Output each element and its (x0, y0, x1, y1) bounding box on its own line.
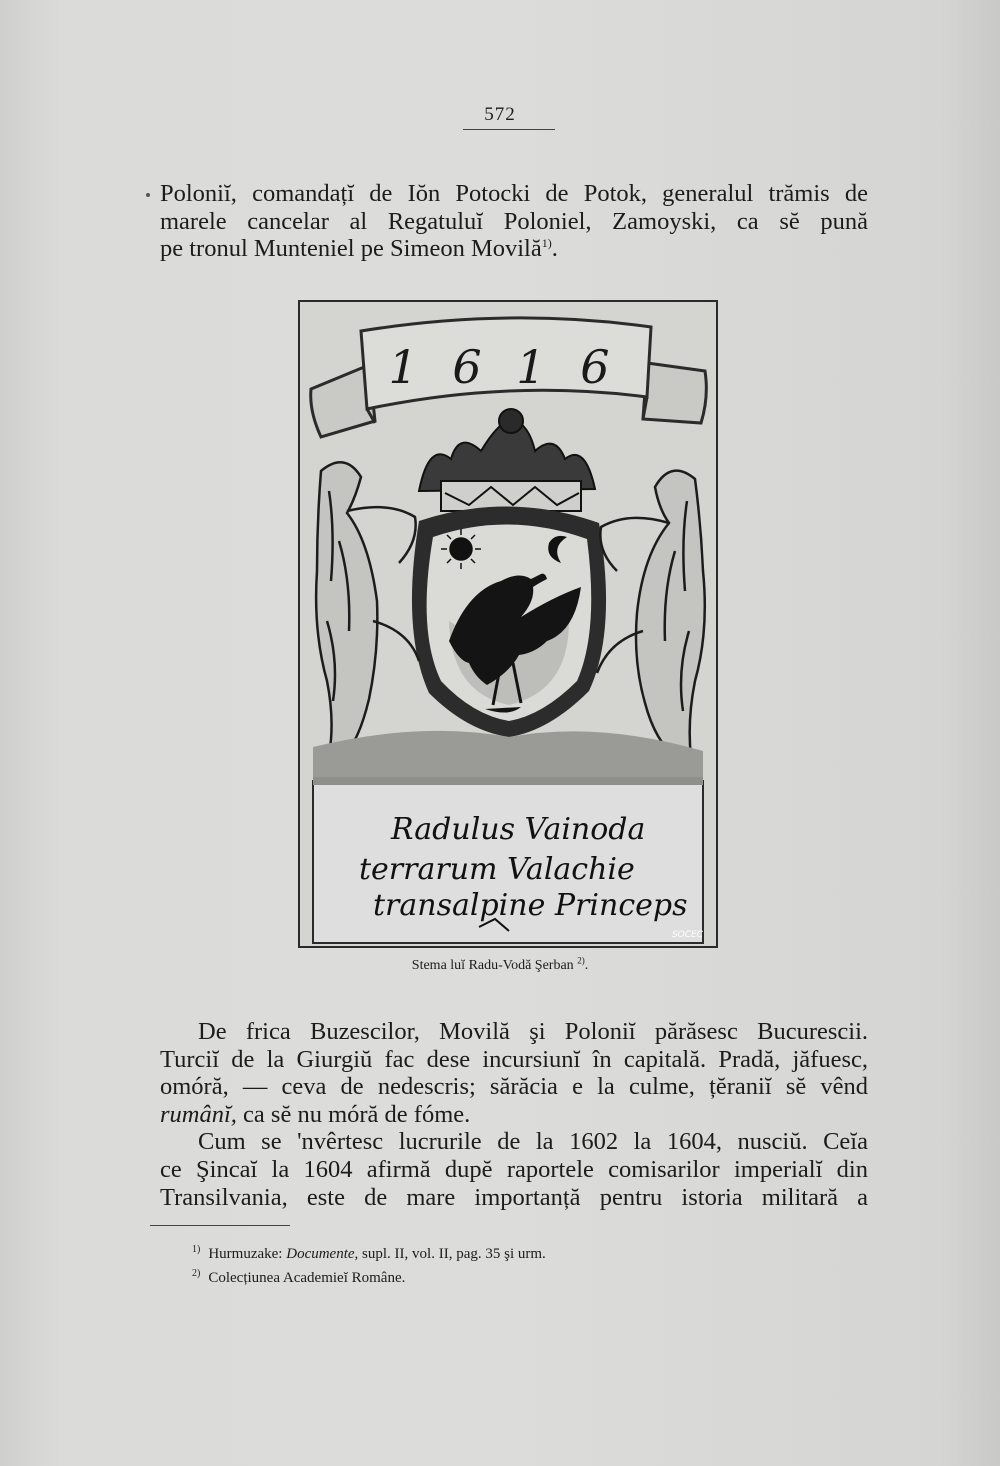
page-number: 572 (484, 104, 516, 125)
paragraph-2 (160, 1018, 868, 1211)
footnote-1-prefix: Hurmuzake: (208, 1246, 287, 1262)
inscription-line-2: terrarum Valachie (359, 852, 635, 887)
paragraph-2-line-1: De frica Buzescilor, Movilă şi Poloniĭ părăsesc Bucurescii. (198, 1018, 868, 1045)
figure-caption-text: Stema luĭ Radu-Vodă Şerban (411, 958, 574, 973)
footnote-2-marker: 2) (192, 1268, 201, 1279)
footnote-1-suffix: supl. II, vol. II, pag. 35 şi urm. (358, 1246, 546, 1262)
paragraph-1-line-1: Poloniĭ, comandațĭ de Iŏn Potocki de Potok, generalul trămis de (160, 180, 868, 207)
inscription-line-3: transalpine Princeps (373, 888, 688, 923)
sun-icon (441, 529, 481, 569)
paragraph-2-line-4 (160, 1101, 868, 1129)
paragraph-1 (160, 180, 868, 263)
paragraph-3-line-1: Cum se 'nvêrtesc lucrurile de la 1602 la 1604, nusciŭ. Ceĭa (198, 1128, 868, 1156)
footnote-1 (192, 1240, 546, 1264)
paragraph-1-line-2: marele cancelar al Regatuluĭ Poloniel, Zamoyski, ca sĕ pună (160, 207, 868, 235)
coat-of-arms-illustration (298, 300, 718, 948)
footnote-rule (150, 1225, 290, 1226)
footnote-ref-2: 2) (577, 955, 585, 966)
footnote-1-italic: Documente, (286, 1246, 359, 1262)
margin-mark (146, 193, 150, 197)
paragraph-3-line-2: ce Şincaĭ la 1604 afirmă dupĕ raportele comisarilor imperialĭ din (160, 1155, 868, 1183)
paragraph-2-line-3: omóră, — ceva de nedescris; sărăcia e la culme, țĕraniĭ sĕ vênd (160, 1073, 868, 1101)
paragraph-1-line-3: pe tronul Munteniel pe Simeon Movilă$^{1)}$. (160, 235, 558, 263)
page-number-rule (463, 129, 555, 130)
figure-caption: Stema luĭ Radu-Vodă Şerban $^{2)}$. (411, 955, 589, 973)
footnote-ref-1: 1) (541, 236, 552, 251)
inscription-line-1: Radulus Vainoda (391, 812, 646, 847)
footnote-1-marker: 1) (192, 1244, 201, 1255)
artist-signature: SOCEC (671, 930, 703, 940)
footnote-2 (192, 1264, 546, 1288)
paragraph-2-line-4-rest: ca sĕ nu móră de fóme. (236, 1100, 471, 1128)
footnote-2-text: Colecțiunea Academieĭ Române. (208, 1270, 406, 1286)
italic-word-rumani: rumânĭ, (160, 1100, 237, 1128)
paragraph-1-line-3-text: pe tronul Munteniel pe Simeon Movilă (160, 235, 542, 263)
paragraph-2-line-2: Turciĭ de la Giurgiŭ fac dese incursiunĭ în capitală. Pradă, jăfuesc, (160, 1045, 868, 1073)
paragraph-3-line-3: Transilvania, este de mare importanță pentru istoria militară a (160, 1183, 868, 1211)
banner-year: 1 6 1 6 (388, 340, 620, 394)
coat-of-arms-drawing (299, 301, 717, 947)
footnotes (192, 1240, 546, 1288)
